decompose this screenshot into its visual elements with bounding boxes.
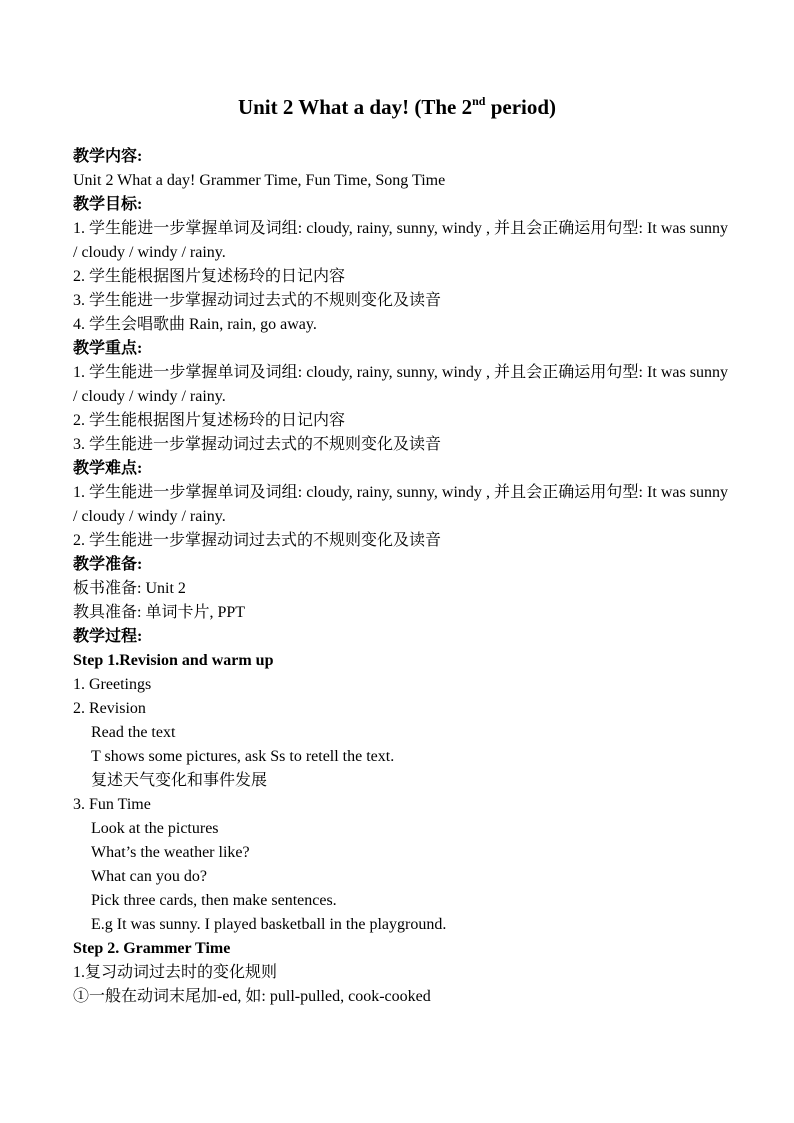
body-line: ①一般在动词末尾加-ed, 如: pull-pulled, cook-cooked	[73, 988, 431, 1005]
section-heading: 教学准备:	[73, 556, 143, 573]
title-tail: period)	[485, 95, 557, 119]
body-line: Look at the pictures	[91, 820, 219, 837]
section-heading: Step 1.Revision and warm up	[73, 652, 274, 669]
body-line: What’s the weather like?	[91, 844, 250, 861]
body-line: 复述天气变化和事件发展	[91, 772, 268, 789]
body-line: E.g It was sunny. I played basketball in the playground.	[91, 916, 447, 933]
body-line: 2. 学生能根据图片复述杨玲的日记内容	[73, 268, 346, 285]
body-line: 1. 学生能进一步掌握单词及词组: cloudy, rainy, sunny, windy , 并且会正确运用句型: It was sunny / cloudy / windy / rainy.	[73, 364, 728, 405]
body-line: 1.复习动词过去时的变化规则	[73, 964, 278, 981]
body-line: 3. Fun Time	[73, 796, 151, 813]
section-heading: 教学目标:	[73, 196, 143, 213]
section-heading: 教学内容:	[73, 148, 143, 165]
body-line: 3. 学生能进一步掌握动词过去式的不规则变化及读音	[73, 436, 442, 453]
body-line: 2. 学生能进一步掌握动词过去式的不规则变化及读音	[73, 532, 442, 549]
body-line: What can you do?	[91, 868, 207, 885]
title-main: Unit 2 What a day! (The 2	[237, 95, 473, 119]
body-line: Pick three cards, then make sentences.	[91, 892, 337, 909]
section-heading: 教学重点:	[73, 340, 143, 357]
body-line: 教具准备: 单词卡片, PPT	[73, 604, 246, 621]
document-title	[0, 92, 794, 122]
body-line: 1. 学生能进一步掌握单词及词组: cloudy, rainy, sunny, windy , 并且会正确运用句型: It was sunny / cloudy / windy / rainy.	[73, 220, 728, 261]
body-line: 1. 学生能进一步掌握单词及词组: cloudy, rainy, sunny, windy , 并且会正确运用句型: It was sunny / cloudy / windy / rainy.	[73, 484, 728, 525]
body-line: 3. 学生能进一步掌握动词过去式的不规则变化及读音	[73, 292, 442, 309]
document-body	[73, 145, 728, 1009]
body-line: 4. 学生会唱歌曲 Rain, rain, go away.	[73, 316, 317, 333]
body-line: T shows some pictures, ask Ss to retell the text.	[91, 748, 395, 765]
body-line: 2. Revision	[73, 700, 146, 717]
body-line: 2. 学生能根据图片复述杨玲的日记内容	[73, 412, 346, 429]
title-superscript: nd	[472, 94, 486, 108]
section-heading: 教学难点:	[73, 460, 143, 477]
body-line: Read the text	[91, 724, 176, 741]
body-line: 1. Greetings	[73, 676, 152, 693]
body-line: Unit 2 What a day! Grammer Time, Fun Time, Song Time	[73, 172, 446, 189]
section-heading: 教学过程:	[73, 628, 143, 645]
section-heading: Step 2. Grammer Time	[73, 940, 231, 957]
body-line: 板书准备: Unit 2	[73, 580, 186, 597]
